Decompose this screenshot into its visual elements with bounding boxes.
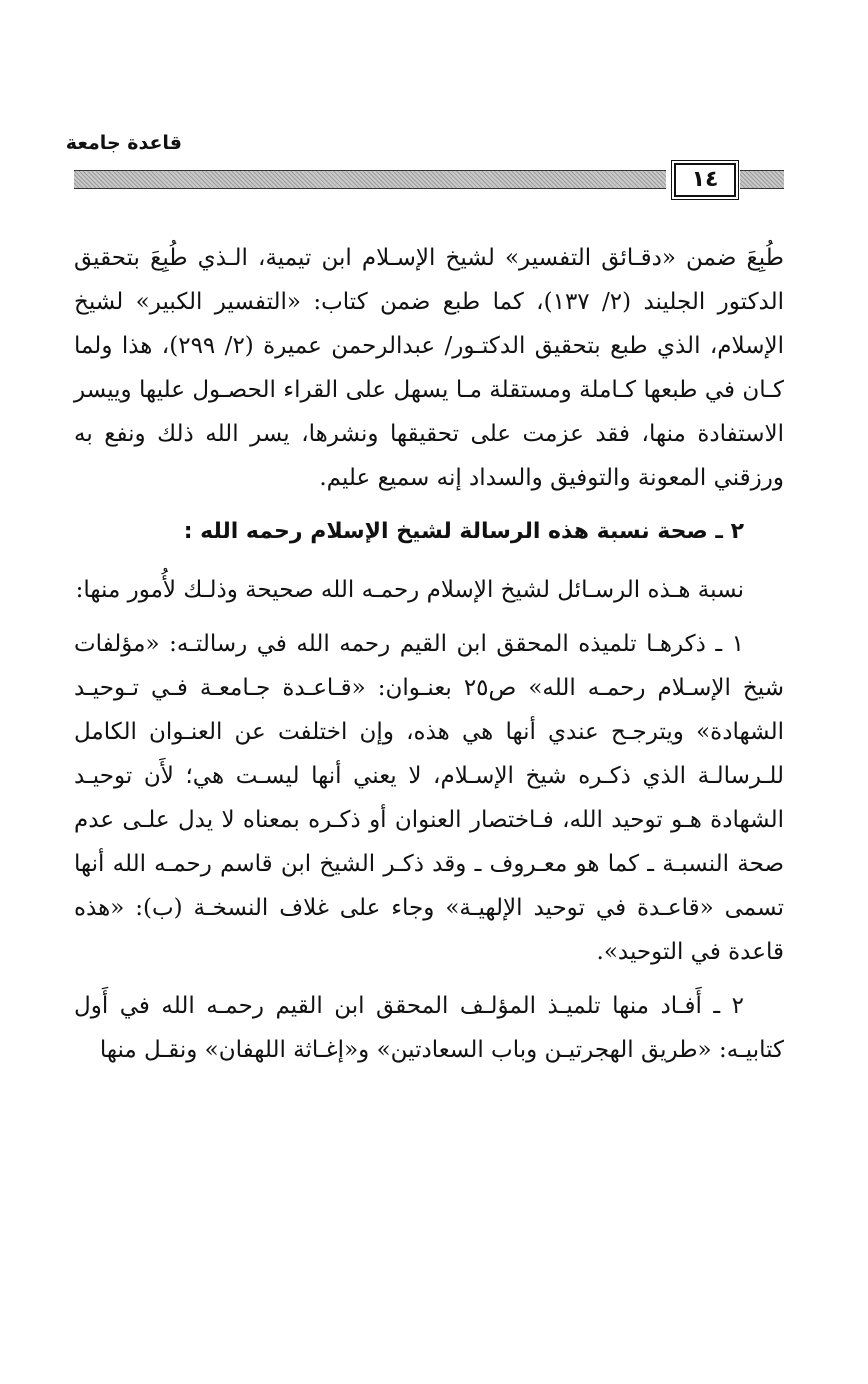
paragraph-attribution: نسبة هـذه الرسـائل لشيخ الإسلام رحمـه الله صحيحة وذلـك لأُمور منها: (75, 577, 744, 603)
paragraph-point-1: ١ ـ ذكرهـا تلميذه المحقق ابن القيم رحمه الله في رسالتـه: «مؤلفات شيخ الإسـلام رحمـه الله» ص٢٥ بعنـوان: «قـاعـدة جـامعـة فـي تـوحيـد الشهادة» ويترجـح عندي أنها هي هذه، وإن اختلفت عن العنـوان الكامل للـرسالـة الذي ذكـره شيخ الإسـلام، لا يعني أنها ليسـت هي؛ لأَن توحيـد الشهادة هـو توحيد الله، فـاختصار العنوان أو ذكـره بمعناه لا يدل علـى عدم صحة النسبـة ـ كما هو معـروف ـ وقد ذكـر الشيخ ابن قاسم رحمـه الله أنها تسمى «قاعـدة في توحيد الإلهيـة» وجاء على غلاف النسخـة (ب): «هذه قاعدة في التوحيد». (74, 631, 784, 965)
section-heading: ٢ ـ صحة نسبة هذه الرسالة لشيخ الإسلام رحمه الله : (183, 519, 744, 544)
running-title: قاعدة جامعة (65, 132, 182, 154)
page-number: ١٤ (674, 163, 736, 197)
header-rule-left (740, 170, 784, 189)
paragraph-point-2: ٢ ـ أَفـاد منها تلميـذ المؤلـف المحقق ابن القيم رحمـه الله في أَول كتابيـه: «طريق الهجرتيـن وباب السعادتين» و«إغـاثة اللهفان» ونقـل منها (74, 993, 784, 1063)
paragraph-intro: طُبِعَ ضمن «دقـائق التفسير» لشيخ الإسـلام ابن تيمية، الـذي طُبِعَ بتحقيق الدكتور الجليند (٢/ ١٣٧)، كما طبع ضمن كتاب: «التفسير الكبير» لشيخ الإسلام، الذي طبع بتحقيق الدكتـور/ عبدالرحمن عميرة (٢/ ٢٩٩)، هذا ولما كـان في طبعها كـاملة ومستقلة مـا يسهل على القراء الحصـول عليها وييسر الاستفادة منها، فقد عزمت على تحقيقها ونشرها، يسر الله ذلك ونفع به ورزقني المعونة والتوفيق والسداد إنه سميع عليم. (74, 245, 785, 491)
body-text (74, 236, 784, 1072)
header-rule-right (74, 170, 666, 189)
